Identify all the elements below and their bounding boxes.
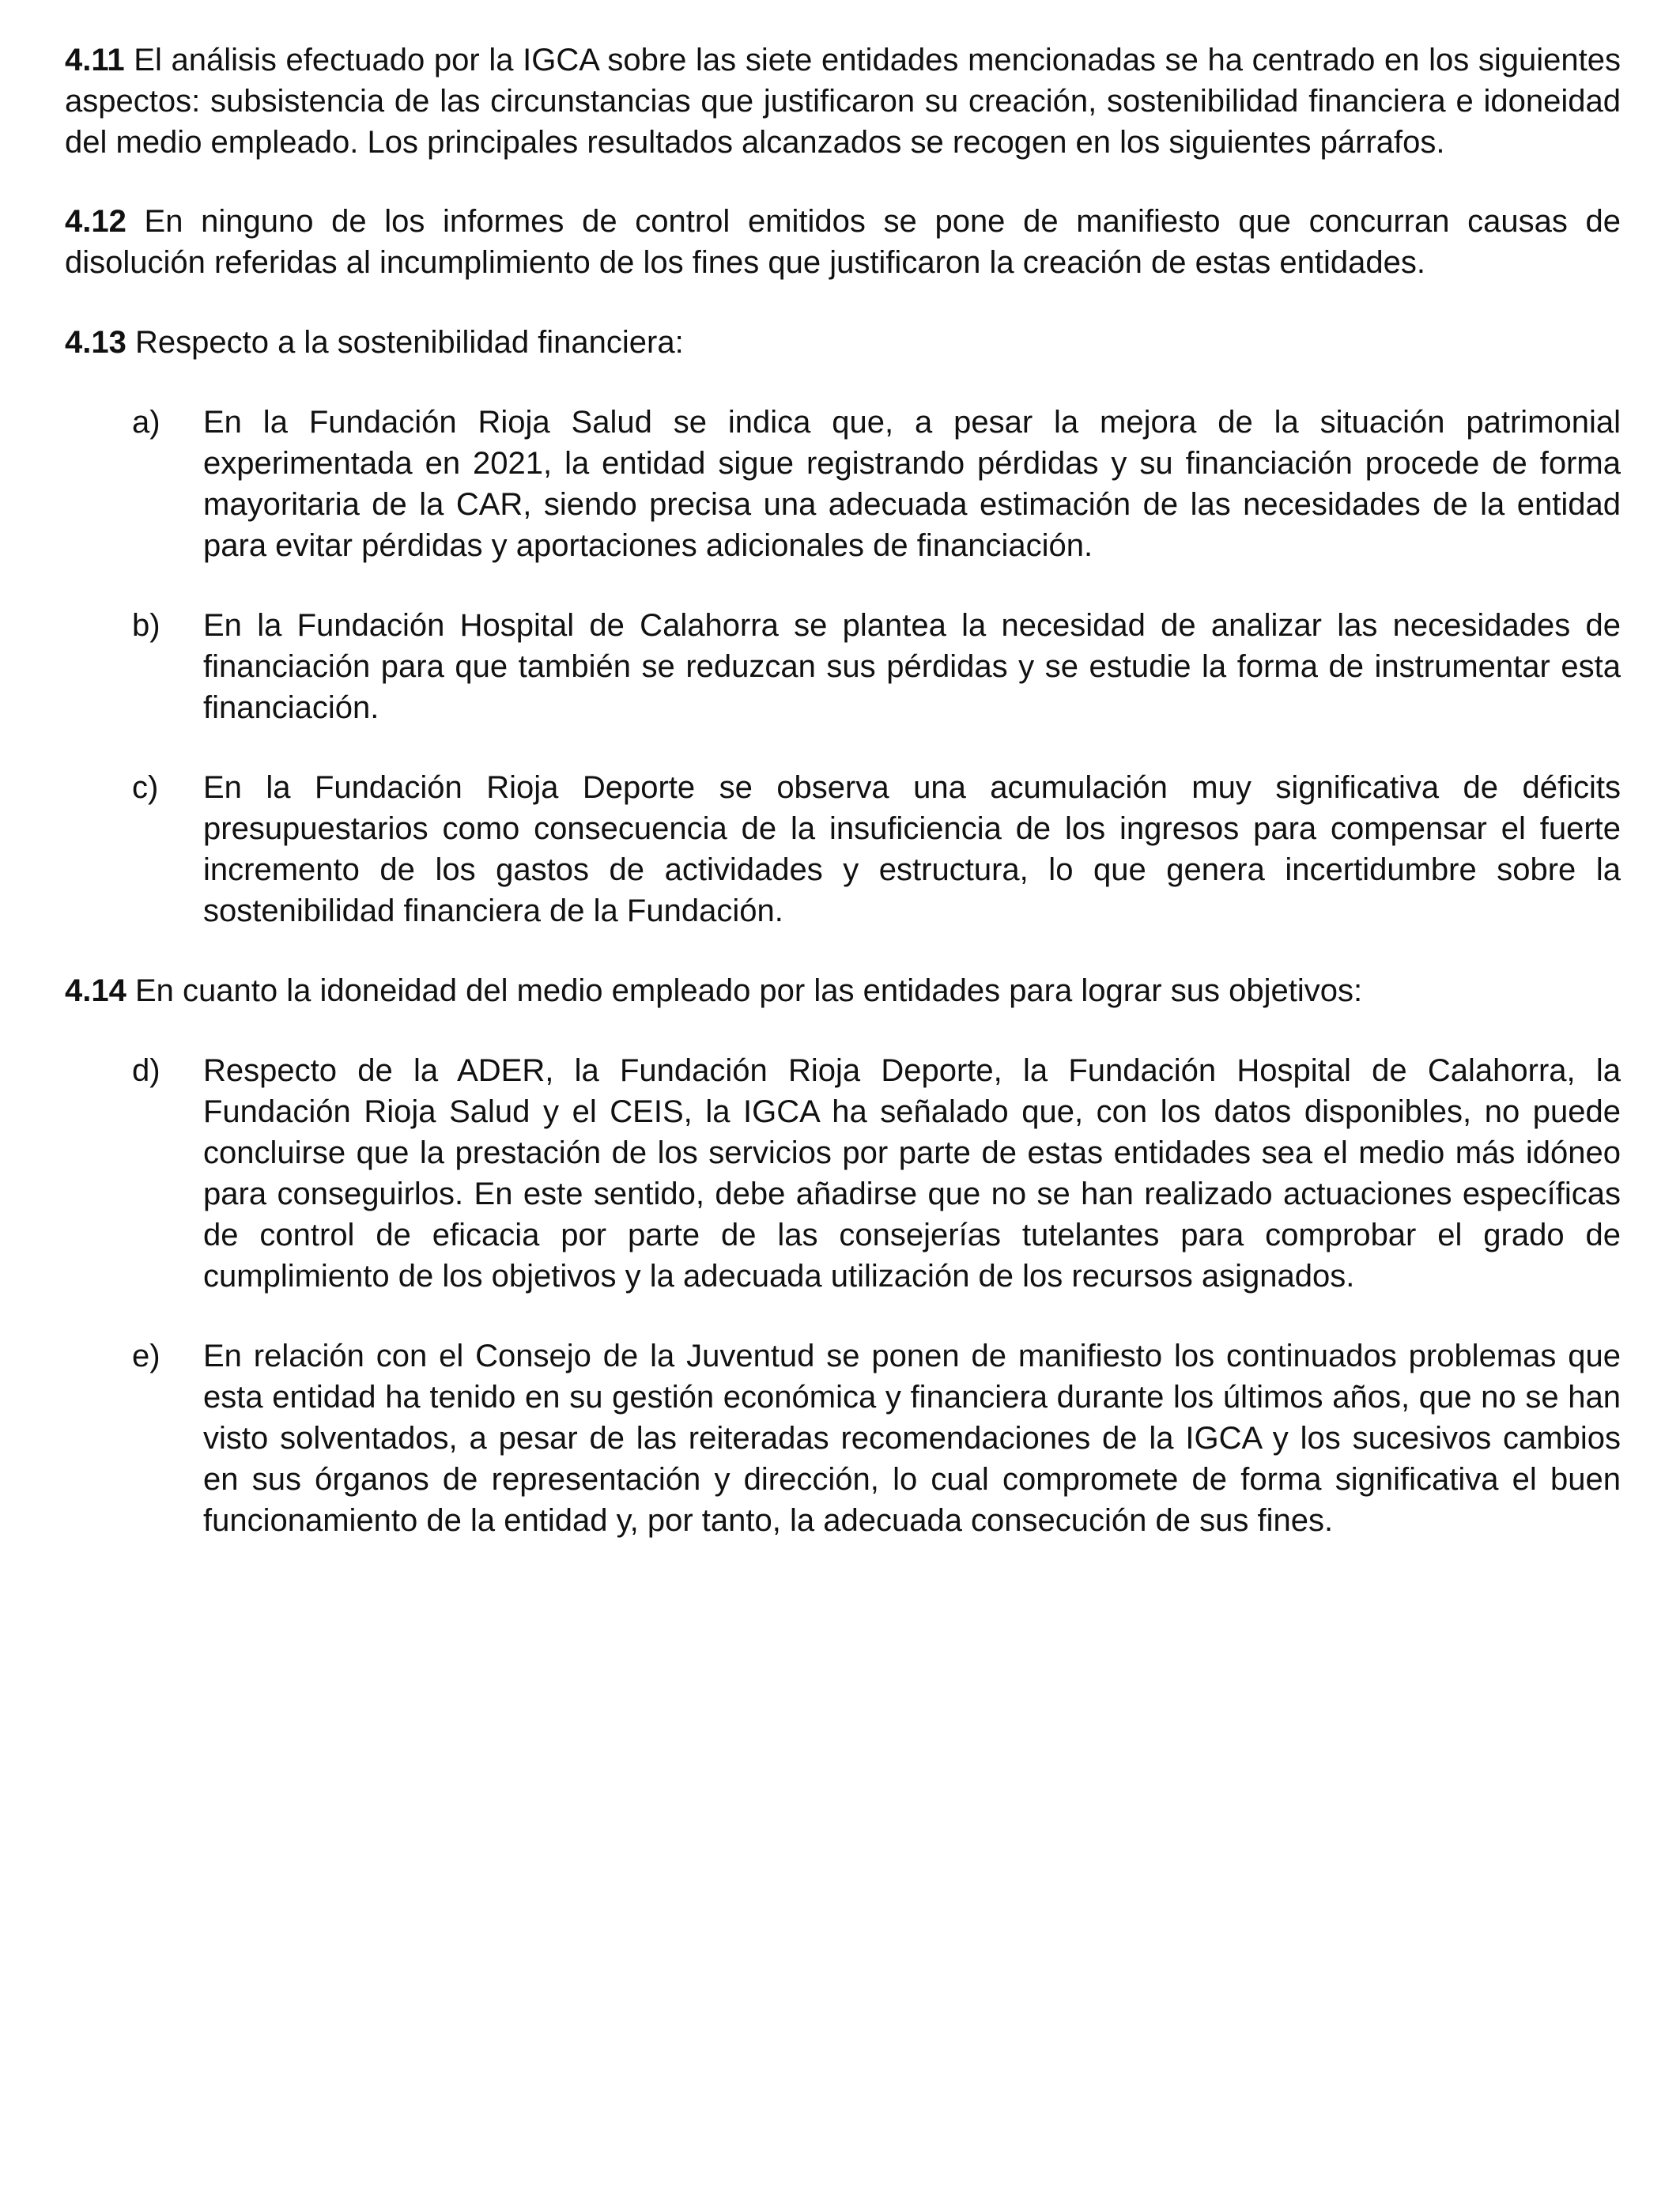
paragraph-number: 4.11 bbox=[65, 43, 125, 77]
paragraph-4-13 bbox=[65, 322, 1621, 363]
list-item-text: En la Fundación Hospital de Calahorra se plantea la necesidad de analizar las necesidades de financiación para que también se reduzcan sus pérdidas y se estudie la forma de instrumentar esta financiación. bbox=[203, 608, 1621, 725]
paragraph-number: 4.12 bbox=[65, 204, 126, 239]
list-marker: a) bbox=[132, 405, 160, 440]
list-4-14 bbox=[65, 1050, 1621, 1541]
list-item-text: Respecto de la ADER, la Fundación Rioja Deporte, la Fundación Hospital de Calahorra, la Fundación Rioja Salud y el CEIS, la IGCA ha señalado que, con los datos disponibles, no puede concluirse que la prestación de los servicios por parte de estas entidades sea el medio más idóneo para conseguirlos. En este sentido, debe añadirse que no se han realizado actuaciones específicas de control de eficacia por parte de las consejerías tutelantes para comprobar el grado de cumplimiento de los objetivos y la adecuada utilización de los recursos asignados. bbox=[203, 1053, 1621, 1294]
list-marker: c) bbox=[132, 770, 159, 805]
paragraph-4-11 bbox=[65, 40, 1621, 163]
paragraph-number: 4.13 bbox=[65, 325, 126, 360]
paragraph-text: En cuanto la idoneidad del medio empleado por las entidades para lograr sus objetivos: bbox=[126, 973, 1363, 1008]
list-marker: d) bbox=[132, 1053, 160, 1088]
list-item-b bbox=[65, 605, 1621, 728]
list-marker: e) bbox=[132, 1339, 160, 1373]
list-item-e bbox=[65, 1336, 1621, 1541]
paragraph-number: 4.14 bbox=[65, 973, 126, 1008]
list-item-text: En la Fundación Rioja Salud se indica que, a pesar la mejora de la situación patrimonial experimentada en 2021, la entidad sigue registrando pérdidas y su financiación procede de forma mayoritaria de la CAR, siendo precisa una adecuada estimación de las necesidades de la entidad para evitar pérdidas y aportaciones adicionales de financiación. bbox=[203, 405, 1621, 563]
list-item-text: En la Fundación Rioja Deporte se observa una acumulación muy significativa de déficits presupuestarios como consecuencia de la insuficiencia de los ingresos para compensar el fuerte incremento de los gastos de actividades y estructura, lo que genera incertidumbre sobre la sostenibilidad financiera de la Fundación. bbox=[203, 770, 1621, 928]
paragraph-4-14 bbox=[65, 970, 1621, 1011]
list-item-text: En relación con el Consejo de la Juventud se ponen de manifiesto los continuados problemas que esta entidad ha tenido en su gestión económica y financiera durante los últimos años, que no se han visto solventados, a pesar de las reiteradas recomendaciones de la IGCA y los sucesivos cambios en sus órganos de representación y dirección, lo cual compromete de forma significativa el buen funcionamiento de la entidad y, por tanto, la adecuada consecución de sus fines. bbox=[203, 1339, 1621, 1538]
paragraph-text: El análisis efectuado por la IGCA sobre las siete entidades mencionadas se ha centrado en los siguientes aspectos: subsistencia de las circunstancias que justificaron su creación, sostenibilidad financiera e idoneidad del medio empleado. Los principales resultados alcanzados se recogen en los siguientes párrafos. bbox=[65, 43, 1621, 160]
list-item-d bbox=[65, 1050, 1621, 1297]
paragraph-text: En ninguno de los informes de control emitidos se pone de manifiesto que concurran causas de disolución referidas al incumplimiento de los fines que justificaron la creación de estas entidades. bbox=[65, 204, 1621, 280]
paragraph-4-12 bbox=[65, 201, 1621, 283]
list-marker: b) bbox=[132, 608, 160, 643]
paragraph-text: Respecto a la sostenibilidad financiera: bbox=[126, 325, 684, 360]
list-item-c bbox=[65, 767, 1621, 931]
list-item-a bbox=[65, 402, 1621, 566]
list-4-13 bbox=[65, 402, 1621, 931]
document-page bbox=[65, 40, 1621, 1580]
